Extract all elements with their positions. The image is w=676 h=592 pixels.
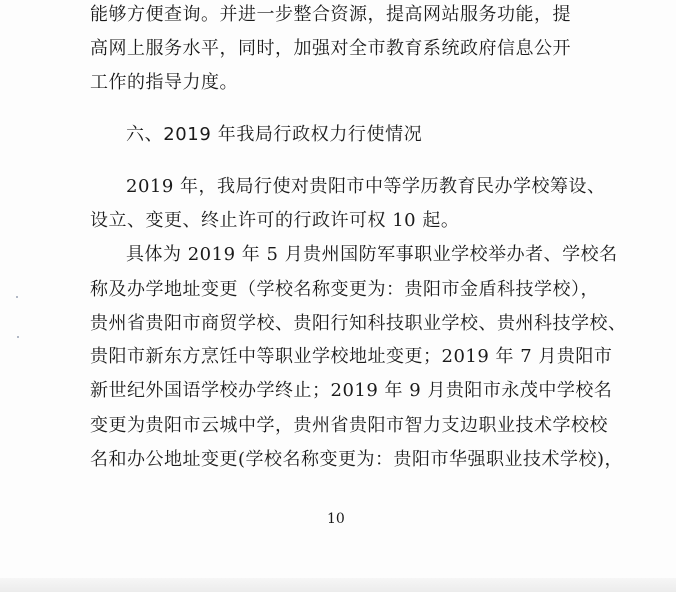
paragraph-line-1: 能够方便查询。并进一步整合资源，提高网站服务功能，提 (90, 4, 571, 25)
paragraph-line-12: 变更为贵阳市云城中学，贵州省贵阳市智力支边职业技术学校校 (90, 415, 608, 436)
paragraph-line-9: 贵州省贵阳市商贸学校、贵阳行知科技职业学校、贵州科技学校、 (90, 313, 627, 334)
paragraph-line-2: 高网上服务水平，同时，加强对全市教育系统政府信息公开 (90, 38, 571, 59)
scan-bottom-edge (0, 578, 676, 592)
paragraph-line-8: 称及办学地址变更（学校名称变更为：贵阳市金盾科技学校）， (90, 279, 599, 300)
paragraph-line-5: 2019 年，我局行使对贵阳市中等学历教育民办学校筹设、 (126, 176, 606, 197)
paragraph-line-3: 工作的指导力度。 (90, 72, 238, 93)
paragraph-line-10: 贵阳市新东方烹饪中等职业学校地址变更；2019 年 7 月贵阳市 (90, 346, 613, 367)
paragraph-line-11: 新世纪外国语学校办学终止；2019 年 9 月贵阳市永茂中学校名 (90, 380, 613, 401)
paragraph-line-6: 设立、变更、终止许可的行政许可权 10 起。 (90, 210, 460, 231)
paragraph-line-13: 名和办公地址变更(学校名称变更为：贵阳市华强职业技术学校)， (90, 449, 624, 470)
section-heading: 六、2019 年我局行政权力行使情况 (126, 124, 423, 145)
scan-speck (16, 296, 18, 298)
scan-speck (17, 336, 19, 338)
page-number: 10 (327, 511, 345, 527)
paragraph-line-7: 具体为 2019 年 5 月贵州国防军事职业学校举办者、学校名 (126, 244, 618, 265)
